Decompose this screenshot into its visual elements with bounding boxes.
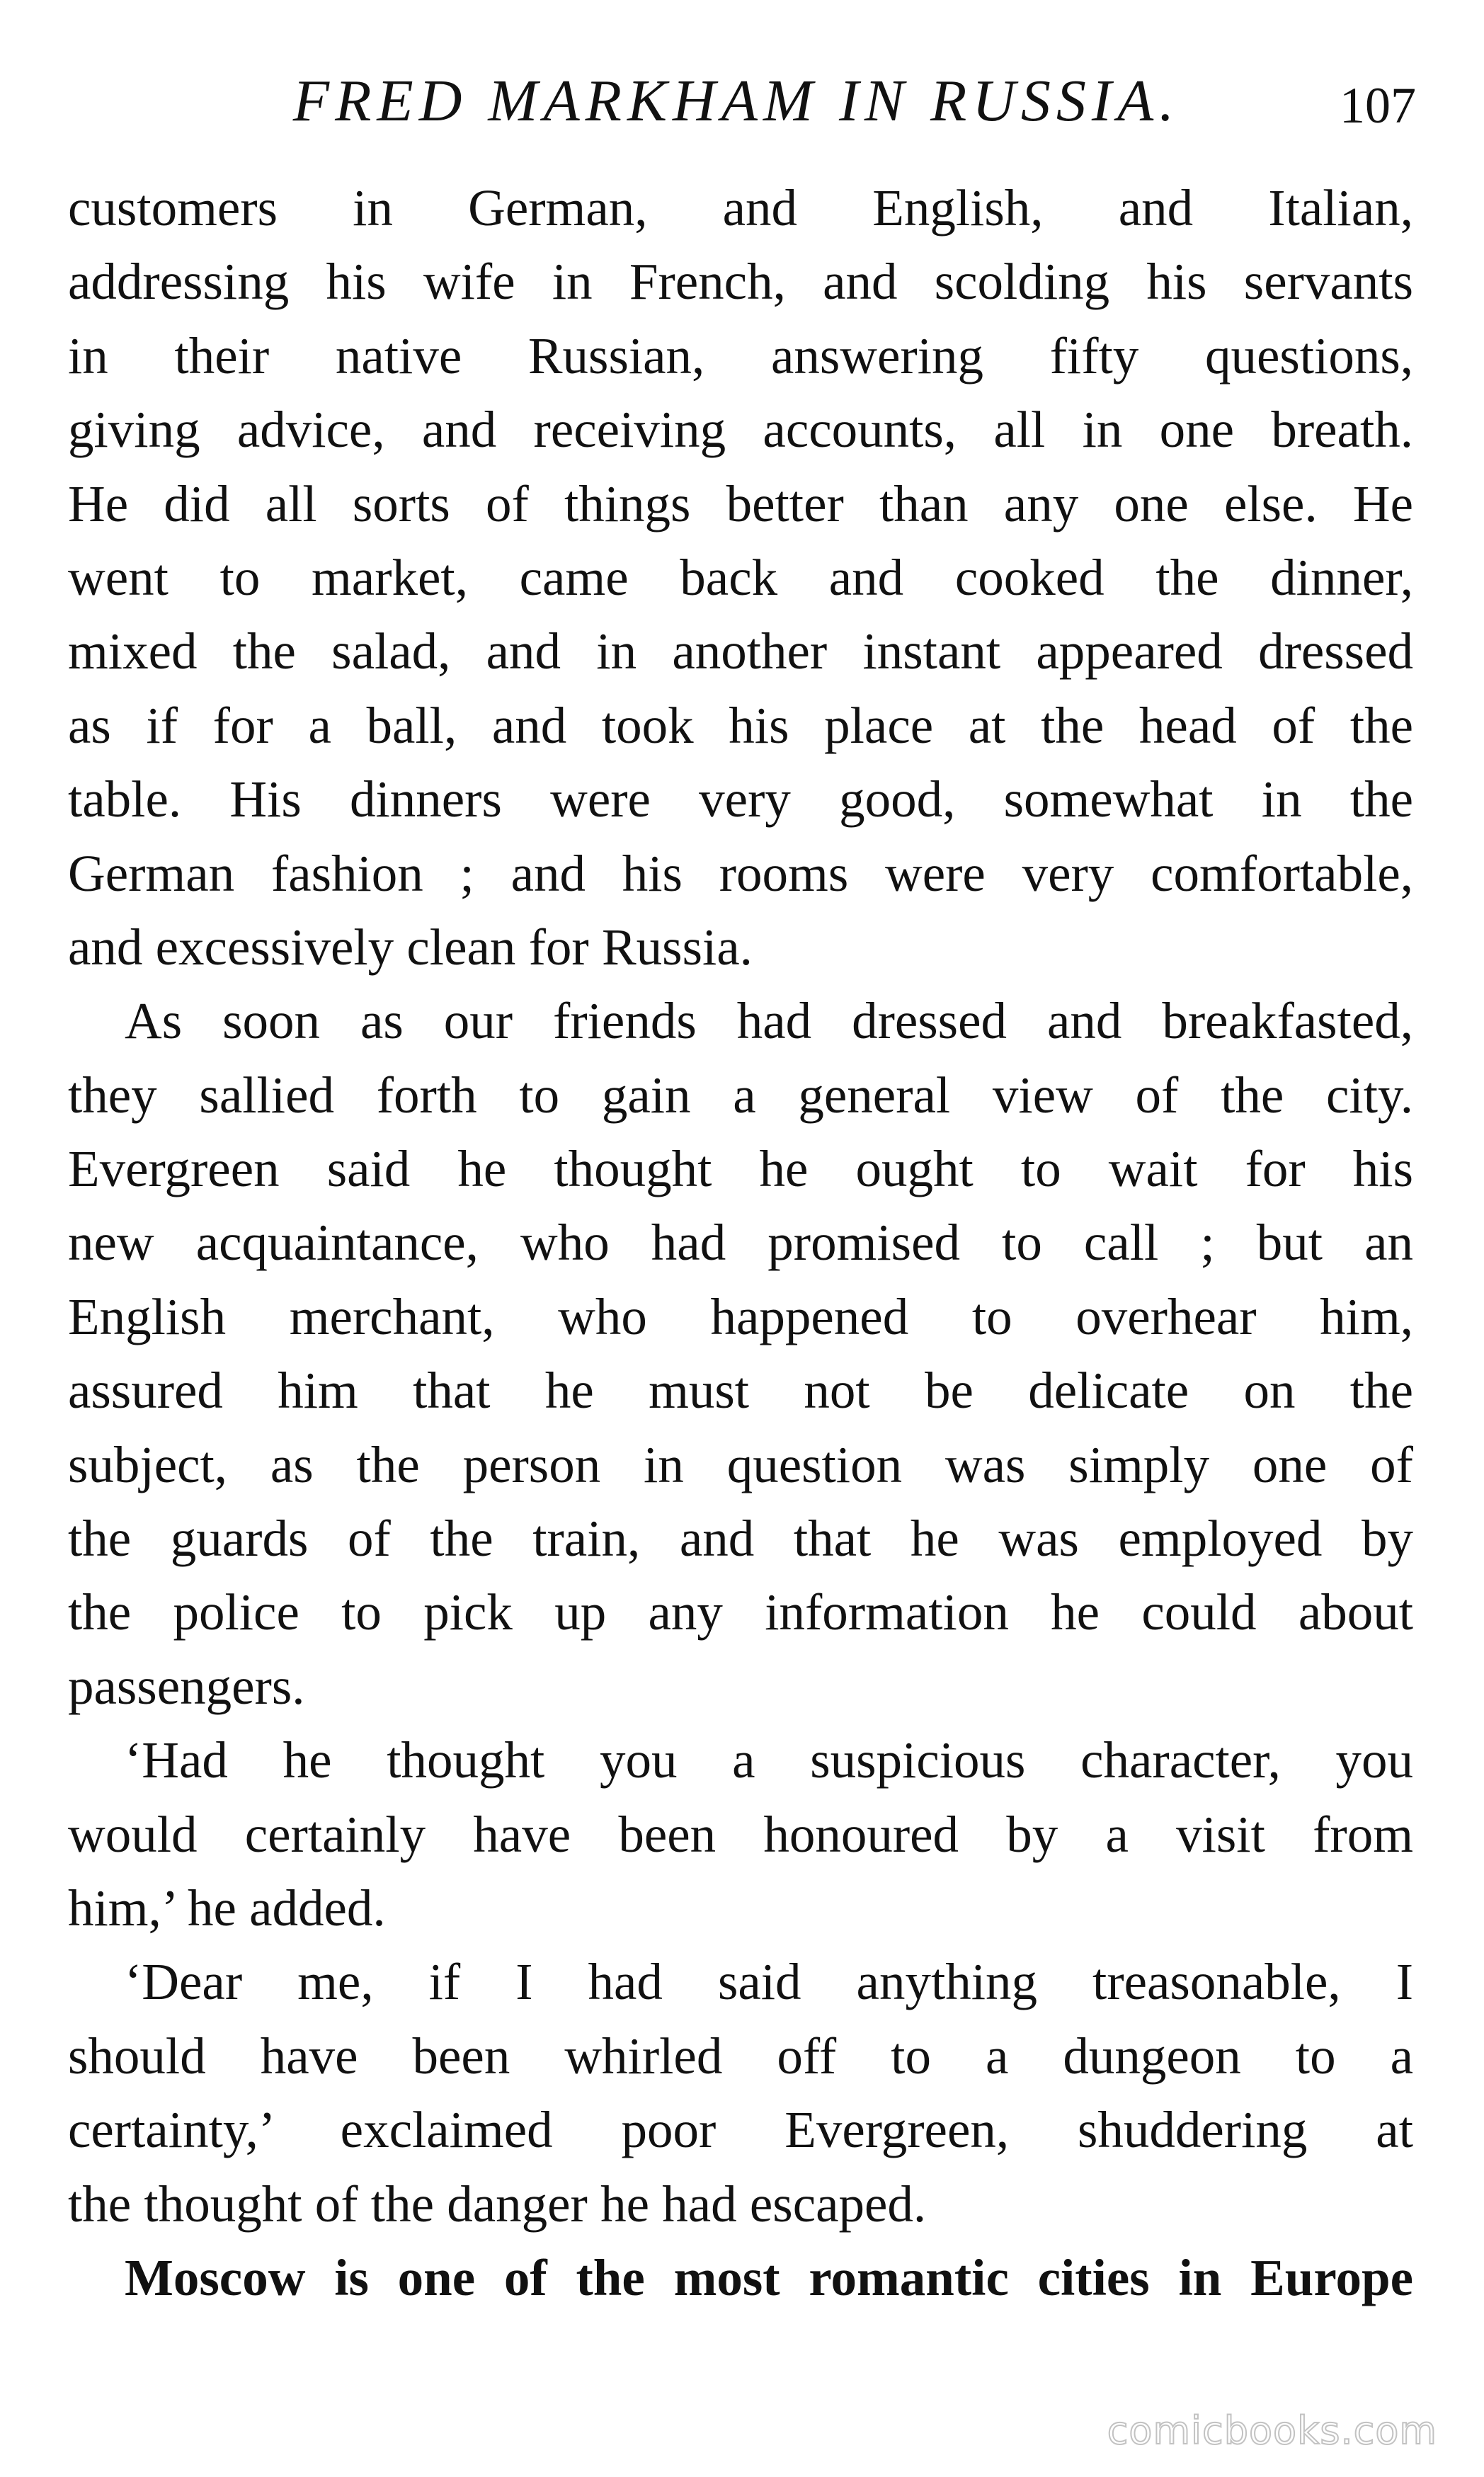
text-line: ‘Dear me, if I had said anything treasonable, I [125,1953,1413,2011]
watermark: comicbooks.com [1107,2408,1437,2453]
text-line: new acquaintance, who had promised to call ; but an [68,1214,1413,1272]
body-text [68,171,1413,2315]
page-number: 107 [1340,77,1416,134]
text-line: the guards of the train, and that he was employed by [68,1510,1413,1568]
text-line: certainty,’ exclaimed poor Evergreen, shuddering at [68,2101,1413,2159]
running-title: FRED MARKHAM IN RUSSIA. [292,68,1180,134]
text-line: passengers. [68,1657,305,1715]
text-line: as if for a ball, and took his place at the head of the [68,696,1413,754]
text-line: would certainly have been honoured by a visit from [68,1805,1413,1863]
text-line: the police to pick up any information he could about [68,1583,1413,1641]
text-line: Moscow is one of the most romantic cities in Europe [125,2248,1413,2306]
text-line: addressing his wife in French, and scolding his servants [68,253,1413,311]
text-line: they sallied forth to gain a general view of the city. [68,1066,1413,1124]
text-line: He did all sorts of things better than any one else. He [68,474,1413,533]
text-line: went to market, came back and cooked the dinner, [68,548,1413,606]
text-line: should have been whirled off to a dungeon to a [68,2027,1413,2085]
text-line: him,’ he added. [68,1879,386,1937]
text-line: the thought of the danger he had escaped. [68,2175,927,2233]
text-line: customers in German, and English, and Italian, [68,179,1413,237]
text-line: As soon as our friends had dressed and breakfasted, [125,992,1413,1050]
running-head [0,62,1484,140]
text-line: ‘Had he thought you a suspicious character, you [125,1731,1413,1789]
text-line: English merchant, who happened to overhear him, [68,1287,1413,1345]
text-line: German fashion ; and his rooms were very comfortable, [68,844,1413,902]
text-line: giving advice, and receiving accounts, all in one breath. [68,401,1413,459]
text-line: subject, as the person in question was simply one of [68,1435,1413,1493]
text-line: assured him that he must not be delicate on the [68,1362,1413,1420]
text-line: mixed the salad, and in another instant appeared dressed [68,622,1413,681]
text-line: Evergreen said he thought he ought to wait for his [68,1140,1413,1198]
text-line: table. His dinners were very good, somewhat in the [68,770,1413,828]
text-line: in their native Russian, answering fifty questions, [68,326,1413,385]
text-line: and excessively clean for Russia. [68,918,753,976]
